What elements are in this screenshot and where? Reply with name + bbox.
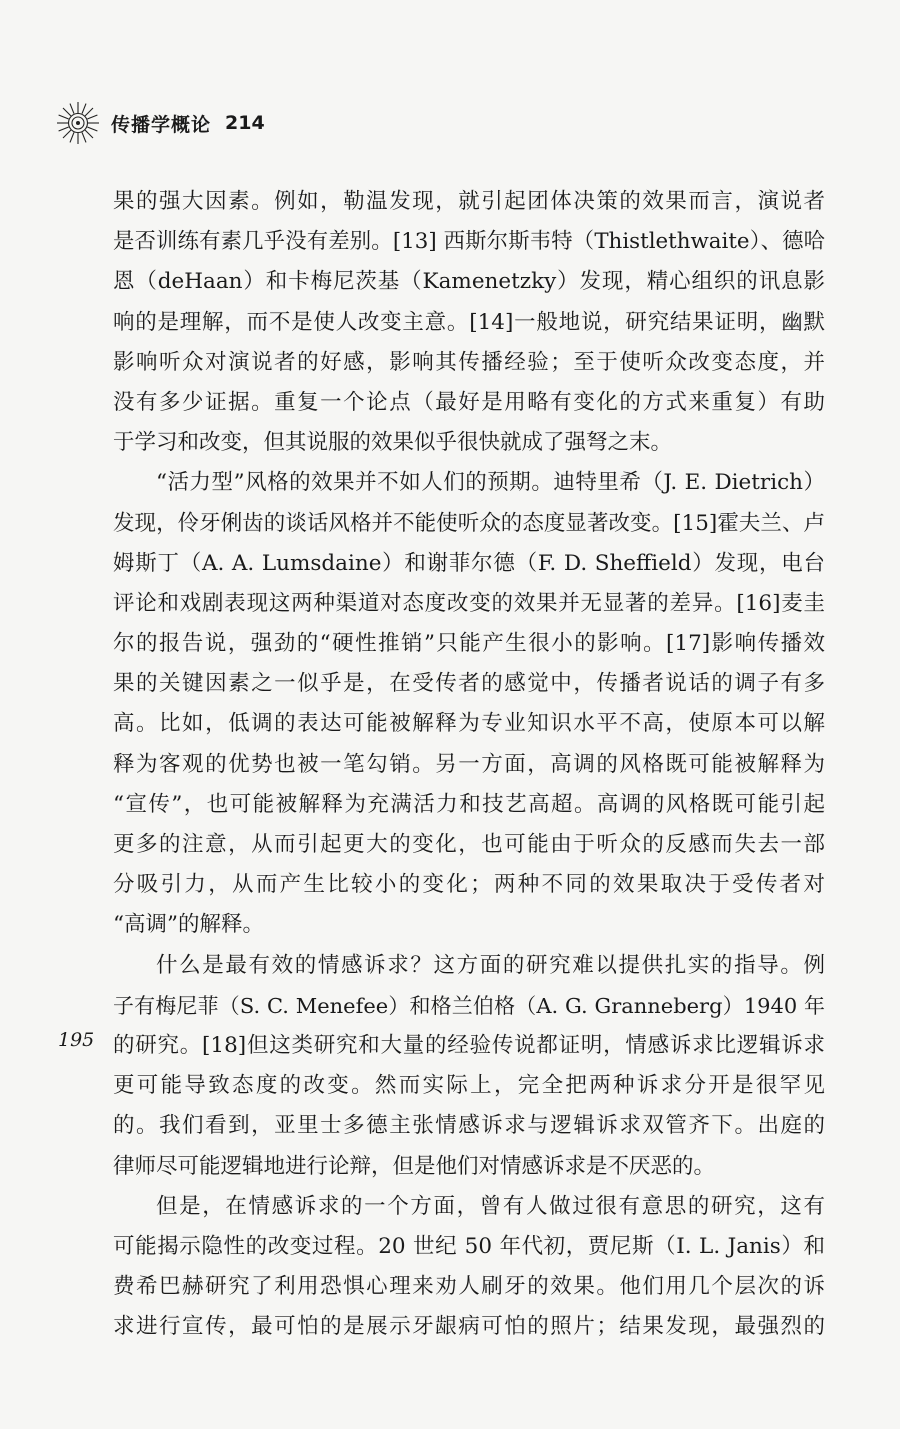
text-line: 的研究。[18]但这类研究和大量的经验传说都证明，情感诉求比逻辑诉求	[113, 1032, 825, 1058]
body-text	[113, 182, 825, 1347]
text-line: 尔的报告说，强劲的“硬性推销”只能产生很小的影响。[17]影响传播效	[113, 631, 825, 657]
text-line: 高。比如，低调的表达可能被解释为专业知识水平不高，使原本可以解	[113, 711, 825, 737]
text-line: 更多的注意，从而引起更大的变化，也可能由于听众的反感而失去一部	[113, 832, 825, 857]
running-header	[55, 100, 265, 146]
text-line: “宣传”，也可能被解释为充满活力和技艺高超。高调的风格既可能引起	[113, 791, 825, 817]
text-line: 释为客观的优势也被一笔勾销。另一方面，高调的风格既可能被解释为	[113, 751, 825, 777]
sunburst-emblem-icon	[55, 100, 101, 146]
text-line: 响的是理解，而不是使人改变主意。[14]一般地说，研究结果证明，幽默	[113, 309, 825, 335]
text-line: 的。我们看到，亚里士多德主张情感诉求与逻辑诉求双管齐下。出庭的	[113, 1113, 825, 1139]
text-line: 于学习和改变，但其说服的效果似乎很快就成了强弩之末。	[113, 430, 673, 456]
text-line: “高调”的解释。	[113, 912, 264, 938]
page-number: 214	[225, 112, 265, 134]
text-line: 子有梅尼菲（S. C. Menefee）和格兰伯格（A. G. Granneberg）1940 年	[113, 993, 825, 1018]
text-line: 评论和戏剧表现这两种渠道对态度改变的效果并无显著的差异。[16]麦圭	[113, 590, 825, 616]
text-line: 分吸引力，从而产生比较小的变化；两种不同的效果取决于受传者对	[113, 872, 825, 898]
text-line: 姆斯丁（A. A. Lumsdaine）和谢菲尔德（F. D. Sheffield）发现，电台	[113, 550, 825, 576]
margin-page-reference: 195	[58, 1029, 95, 1051]
text-line: 可能揭示隐性的改变过程。20 世纪 50 年代初，贾尼斯（I. L. Janis）和	[113, 1233, 825, 1259]
text-line: 影响听众对演说者的好感，影响其传播经验；至于使听众改变态度，并	[113, 349, 825, 375]
text-line: 费希巴赫研究了利用恐惧心理来劝人刷牙的效果。他们用几个层次的诉	[113, 1274, 825, 1300]
text-line: 求进行宣传，最可怕的是展示牙龈病可怕的照片；结果发现，最强烈的	[113, 1314, 825, 1340]
text-line: 恩（deHaan）和卡梅尼茨基（Kamenetzky）发现，精心组织的讯息影	[113, 269, 825, 295]
text-line: 更可能导致态度的改变。然而实际上，完全把两种诉求分开是很罕见	[113, 1073, 825, 1099]
text-line: 律师尽可能逻辑地进行论辩，但是他们对情感诉求是不厌恶的。	[113, 1153, 716, 1179]
text-line: 是否训练有素几乎没有差别。[13] 西斯尔斯韦特（Thistlethwaite）、德哈	[113, 229, 825, 255]
text-line: 发现，伶牙俐齿的谈话风格并不能使听众的态度显著改变。[15]霍夫兰、卢	[113, 510, 825, 536]
paragraph-start-line: 但是，在情感诉求的一个方面，曾有人做过很有意思的研究，这有	[156, 1193, 825, 1219]
text-line: 没有多少证据。重复一个论点（最好是用略有变化的方式来重复）有助	[113, 389, 825, 415]
paragraph-start-line: 什么是最有效的情感诉求？这方面的研究难以提供扎实的指导。例	[156, 952, 825, 978]
paragraph-start-line: “活力型”风格的效果并不如人们的预期。迪特里希（J. E. Dietrich）	[156, 470, 825, 496]
text-line: 果的强大因素。例如，勒温发现，就引起团体决策的效果而言，演说者	[113, 189, 825, 214]
book-title: 传播学概论	[111, 113, 212, 136]
text-line: 果的关键因素之一似乎是，在受传者的感觉中，传播者说话的调子有多	[113, 671, 825, 697]
